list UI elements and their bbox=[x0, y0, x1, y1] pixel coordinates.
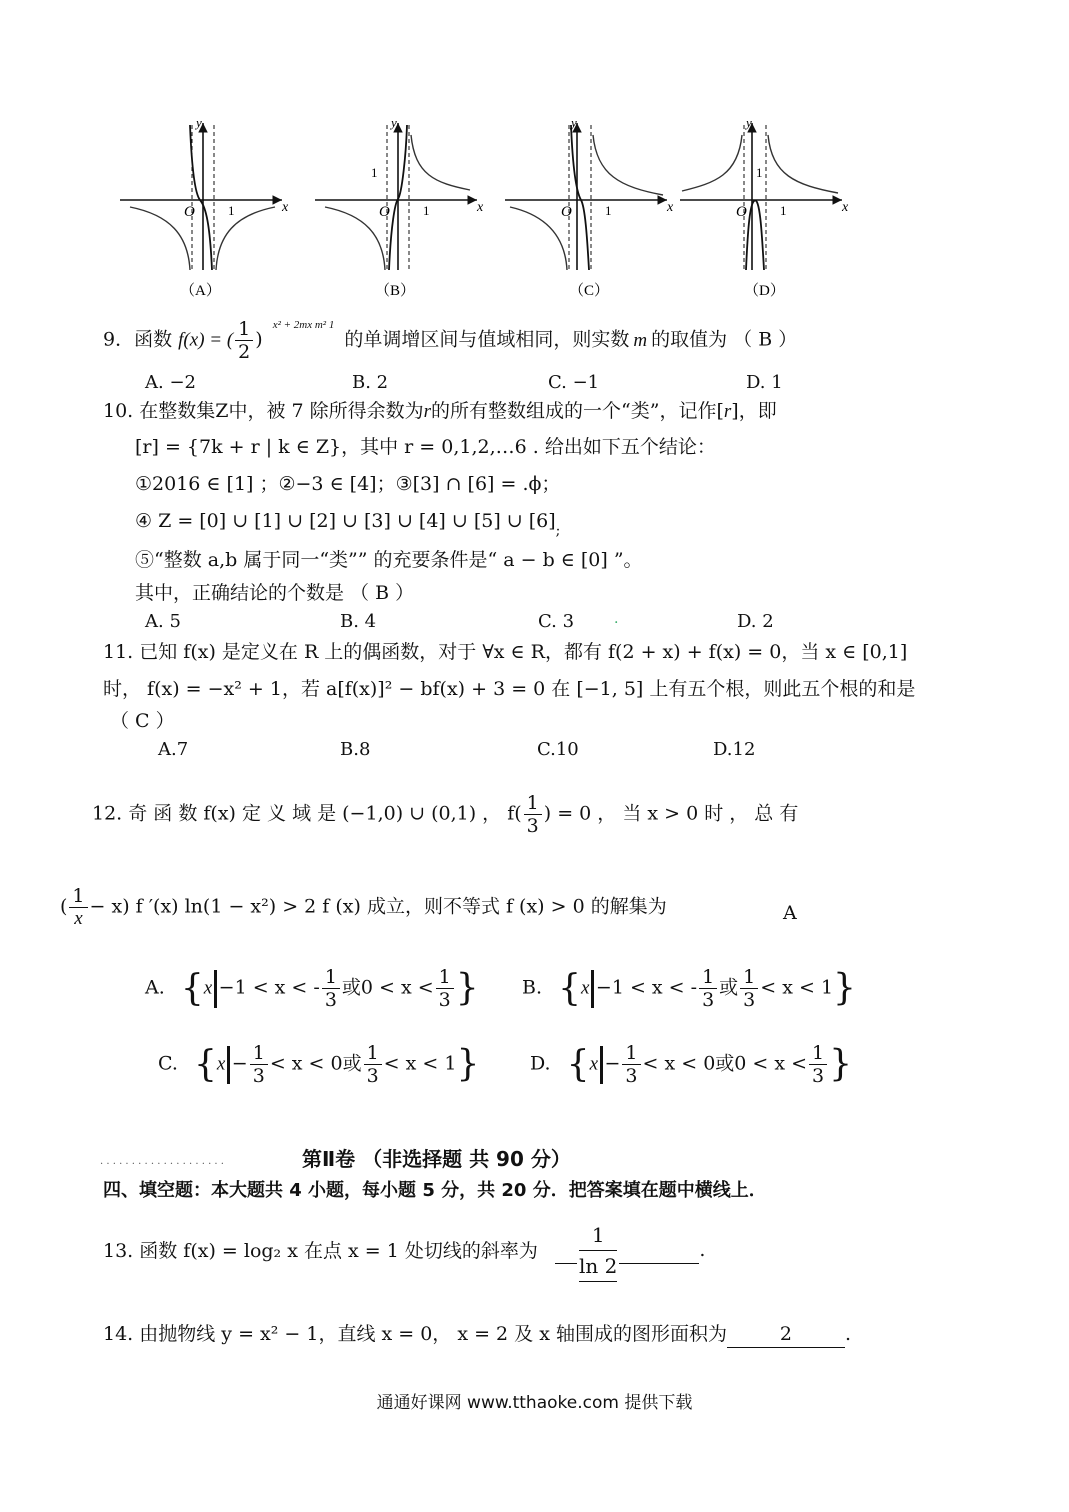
q12-line-1b: ) = 0 ， 当 x > 0 时 ， 总 有 bbox=[543, 802, 799, 825]
graph-a-y-label: y bbox=[196, 115, 202, 130]
q9-stem bbox=[103, 318, 797, 363]
q12-option-d-label: D. bbox=[530, 1052, 551, 1075]
q12-line-2a: ( bbox=[60, 895, 68, 918]
graph-d-y-label: y bbox=[746, 115, 752, 130]
q12-option-c-c: < x < 0或 bbox=[269, 1052, 362, 1075]
graph-a-origin: O bbox=[184, 204, 195, 220]
q9-option-a: A. −2 bbox=[145, 372, 196, 393]
q12-option-d: D. {x − $\frac{1}{3}$ < x < 0或0 < x < $\frac{1}{3}$ } bbox=[530, 1042, 853, 1087]
q11-option-d: D.12 bbox=[713, 739, 756, 760]
q12-option-c-d1: 3 bbox=[252, 1065, 265, 1087]
q9-base-den: 2 bbox=[238, 341, 251, 363]
q10-line-1b: 的所有整数组成的一个“类”，记作[ bbox=[431, 400, 724, 422]
q10-line-4 bbox=[135, 508, 561, 539]
q12-option-d-b: − bbox=[604, 1052, 621, 1075]
q12-option-a-c: 或0 < x < bbox=[341, 976, 434, 999]
q12-option-b: B. {x −1 < x < - $\frac{1}{3}$ 或 $\frac{1}{3}$ < x < 1} bbox=[522, 966, 856, 1011]
graph-b-y-label: y bbox=[391, 115, 397, 130]
q12-third-fraction bbox=[524, 792, 542, 837]
q10-line-5: ⑤“整数 a,b 属于同一“类”” 的充要条件是“ a − b ∈ [0] ”。 bbox=[135, 549, 643, 571]
q12-option-d-d1: 3 bbox=[625, 1065, 638, 1087]
graph-b-x-label: x bbox=[477, 200, 484, 215]
q12-option-b-d1: 3 bbox=[702, 989, 715, 1011]
q12-option-a-label: A. bbox=[145, 976, 165, 999]
q12-option-c-n2: 1 bbox=[364, 1042, 382, 1065]
q11-option-a: A.7 bbox=[158, 739, 189, 760]
q12-third-den: 3 bbox=[526, 815, 539, 837]
q9-post: 的单调增区间与值域相同，则实数 bbox=[344, 328, 630, 351]
q12-line-1 bbox=[92, 792, 798, 837]
q12-option-a: A. {x −1 < x < - $\frac{1}{3}$ 或0 < x < $\frac{1}{3}$ } bbox=[145, 966, 479, 1011]
q12-option-b-e: < x < 1 bbox=[760, 976, 834, 999]
q11-option-c: C.10 bbox=[537, 739, 579, 760]
graph-a-caption: （A） bbox=[180, 283, 221, 299]
footer: 通通好课网 www.tthaoke.com 提供下载 bbox=[376, 1393, 693, 1413]
q12-option-b-n2: 1 bbox=[740, 966, 758, 989]
graph-a-x-label: x bbox=[282, 200, 289, 215]
q12-option-c-e: < x < 1 bbox=[383, 1052, 457, 1075]
q12-answer: A bbox=[783, 902, 797, 924]
q12-line-2 bbox=[60, 885, 667, 930]
q10-option-a: A. 5 bbox=[145, 611, 181, 632]
q9-option-b: B. 2 bbox=[352, 372, 389, 393]
section-dots: . . . . . . . . . . . . . . . . . . . . bbox=[100, 1156, 224, 1167]
q10-line-1 bbox=[103, 398, 777, 425]
graph-c-origin: O bbox=[561, 204, 572, 220]
q10-r-2: r bbox=[723, 401, 732, 422]
q12-option-c-n1: 1 bbox=[250, 1042, 268, 1065]
q14-end: . bbox=[844, 1323, 852, 1345]
section-instructions: 四、填空题：本大题共 4 小题，每小题 5 分，共 20 分．把答案填在题中横线上． bbox=[103, 1180, 767, 1201]
graph-d-origin: O bbox=[736, 204, 747, 220]
graph-c bbox=[505, 115, 674, 299]
graph-c-one: 1 bbox=[605, 203, 612, 218]
q12-third-num: 1 bbox=[524, 792, 542, 815]
q13-answer-den: ln 2 bbox=[579, 1251, 617, 1282]
q12-option-d-n1: 1 bbox=[622, 1042, 640, 1065]
q12-option-c-label: C. bbox=[158, 1052, 178, 1075]
graph-b-caption: （B） bbox=[375, 283, 416, 299]
q12-option-d-c: < x < 0或0 < x < bbox=[642, 1052, 808, 1075]
q12-option-a-d1: 3 bbox=[324, 989, 337, 1011]
q10-line-4b: ; bbox=[555, 523, 561, 539]
q9-tail: 的取值为 （ B ） bbox=[651, 328, 798, 351]
graph-d-caption: （D） bbox=[744, 283, 785, 299]
q9-close: ) bbox=[255, 328, 263, 351]
q11-line-2: 时， f(x) = −x² + 1，若 a[f(x)]² − bf(x) + 3 = 0 在 [−1, 5] 上有五个根，则此五个根的和是 bbox=[103, 678, 916, 700]
q14-text bbox=[103, 1321, 851, 1348]
q9-exponent: x² + 2mx m² 1 bbox=[272, 319, 335, 332]
q12-option-b-d2: 3 bbox=[743, 989, 756, 1011]
q14-answer: 2 bbox=[727, 1321, 845, 1348]
q10-line-6: 其中，正确结论的个数是 （ B ） bbox=[135, 582, 415, 604]
q12-option-b-n1: 1 bbox=[699, 966, 717, 989]
q10-option-b: B. 4 bbox=[340, 611, 377, 632]
q12-option-b-c: 或 bbox=[719, 976, 739, 999]
graph-d-y-one: 1 bbox=[756, 165, 763, 180]
q12-option-d-n2: 1 bbox=[809, 1042, 827, 1065]
q14-stem: 14. 由抛物线 y = x² − 1，直线 x = 0， x = 2 及 x 轴围成的图形面积为 bbox=[103, 1323, 727, 1345]
q12-option-b-b: −1 < x < - bbox=[595, 976, 698, 999]
q12-option-a-n1: 1 bbox=[322, 966, 340, 989]
q12-option-b-label: B. bbox=[522, 976, 543, 999]
q9-option-d: D. 1 bbox=[746, 372, 783, 393]
q12-option-c: C. {x − $\frac{1}{3}$ < x < 0或 $\frac{1}{3}$ < x < 1} bbox=[158, 1042, 480, 1087]
graph-c-caption: （C） bbox=[569, 283, 610, 299]
q10-line-1c: ]，即 bbox=[731, 400, 777, 422]
q10-line-2: [r] = {7k + r | k ∈ Z}，其中 r = 0,1,2,…6 . 给出如下五个结论： bbox=[135, 436, 716, 458]
q12-l2-num: 1 bbox=[69, 885, 87, 908]
graph-b-origin: O bbox=[379, 204, 390, 220]
q12-option-a-n2: 1 bbox=[436, 966, 454, 989]
q9-option-c: C. −1 bbox=[548, 372, 600, 393]
q12-option-b-var: x bbox=[580, 977, 590, 999]
q11-line-3: （ C ） bbox=[110, 710, 175, 732]
q13-answer bbox=[555, 1220, 705, 1282]
q9-var: m bbox=[633, 329, 648, 351]
q10-stray-dot: . bbox=[614, 611, 619, 627]
q12-option-d-var: x bbox=[589, 1053, 598, 1075]
graph-a-one: 1 bbox=[228, 203, 235, 218]
q13-text: 13. 函数 f(x) = log₂ x 在点 x = 1 处切线的斜率为 bbox=[103, 1240, 538, 1262]
q9-base-num: 1 bbox=[235, 318, 253, 341]
q12-option-c-var: x bbox=[216, 1053, 226, 1075]
graph-d-x-label: x bbox=[842, 200, 849, 215]
q9-func: f(x) = ( bbox=[178, 329, 234, 351]
graph-d-one: 1 bbox=[780, 203, 787, 218]
q12-option-a-d2: 3 bbox=[438, 989, 451, 1011]
q12-option-a-var: x bbox=[203, 977, 213, 999]
q10-line-3: ①2016 ∈ [1] ；②−3 ∈ [4]；③[3] ∩ [6] = .ϕ； bbox=[135, 473, 561, 495]
q9-base-fraction bbox=[235, 318, 253, 363]
graph-d bbox=[680, 115, 849, 299]
q12-option-c-d2: 3 bbox=[366, 1065, 379, 1087]
q10-option-d: D. 2 bbox=[737, 611, 774, 632]
graph-a bbox=[120, 115, 289, 299]
q12-option-d-d2: 3 bbox=[812, 1065, 825, 1087]
q10-option-c: C. 3 bbox=[538, 611, 575, 632]
graph-c-x-label: x bbox=[667, 200, 674, 215]
q9-pre: 函数 bbox=[134, 328, 173, 351]
q12-option-c-b: − bbox=[231, 1052, 248, 1075]
graph-b-y-one: 1 bbox=[371, 165, 378, 180]
section-title: 第Ⅱ卷 （非选择题 共 90 分） bbox=[302, 1147, 571, 1171]
q11-option-b: B.8 bbox=[340, 739, 371, 760]
q11-line-1: 11. 已知 f(x) 是定义在 R 上的偶函数，对于 ∀x ∈ R，都有 f(2 + x) + f(x) = 0，当 x ∈ [0,1] bbox=[103, 641, 908, 663]
q12-l2-den: x bbox=[74, 908, 83, 929]
q12-line-2b: − x) f ′(x) ln(1 − x²) > 2 f (x) 成立，则不等式 f (x) > 0 的解集为 bbox=[89, 895, 667, 918]
q12-option-a-b: −1 < x < - bbox=[218, 976, 320, 999]
q10-line-4a: ④ Z = [0] ∪ [1] ∪ [2] ∪ [3] ∪ [4] ∪ [5] ∪ [6] bbox=[135, 510, 556, 532]
q13-end: . bbox=[699, 1239, 706, 1261]
q9-number: 9． bbox=[103, 328, 135, 351]
q10-line-1a: 10. 在整数集Z中，被 7 除所得余数为 bbox=[103, 400, 424, 422]
q12-l2-fraction bbox=[69, 885, 87, 930]
graph-options-figure bbox=[110, 115, 850, 305]
q10-r: r bbox=[423, 401, 432, 422]
graph-b bbox=[315, 115, 484, 299]
graph-c-y-label: y bbox=[571, 115, 577, 130]
graph-b-one: 1 bbox=[423, 203, 430, 218]
q12-line-1a: 12. 奇 函 数 f(x) 定 义 域 是 (−1,0) ∪ (0,1) ， f( bbox=[92, 802, 522, 825]
q13-answer-num: 1 bbox=[579, 1220, 617, 1251]
